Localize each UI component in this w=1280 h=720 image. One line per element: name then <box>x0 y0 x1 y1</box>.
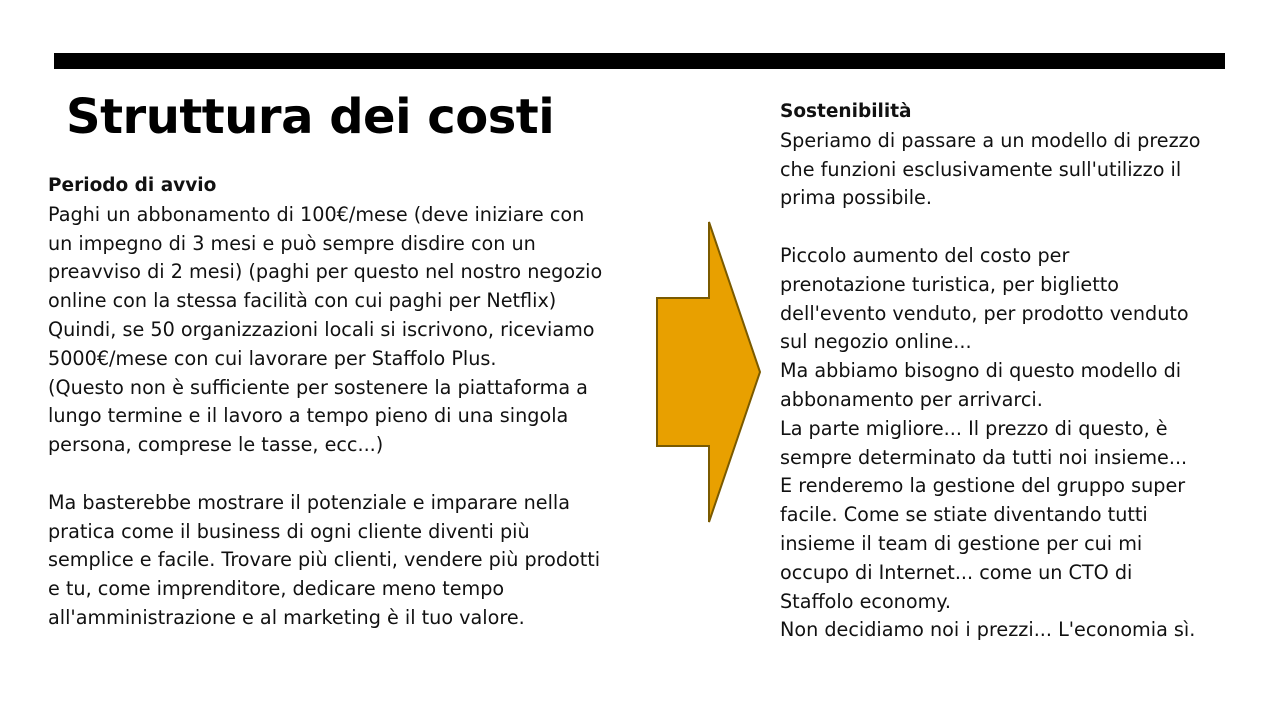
paragraph-spacer <box>780 213 1242 242</box>
sustainability-heading: Sostenibilità <box>780 101 912 122</box>
startup-period-paragraph: Paghi un abbonamento di 100€/mese (deve iniziare con un impegno di 3 mesi e può sempre disdire con un preavviso di 2 mesi) (paghi per questo nel nostro negozio online con la stessa facilità con cui paghi per Netflix) Quindi, se 50 organizzazioni locali si iscrivono, riceviamo 5000€/mese con cui lavorare per Staffolo Plus. (Questo non è sufficiente per sostenere la piattaforma a lungo termine e il lavoro a tempo pieno di una singola persona, comprese le tasse, ecc...) <box>48 202 603 457</box>
arrow-shape <box>657 222 760 522</box>
pricing-model-paragraph: Piccolo aumento del costo per prenotazione turistica, per biglietto dell'evento venduto, per prodotto venduto sul negozio online... Ma abbiamo bisogno di questo modello di abbonamento per arrivarci. La parte migliore... Il prezzo di questo, è sempre determinato da tutti noi insieme... E renderemo la gestione del gruppo super facile. Come se stiate diventando tutti insieme il team di gestione per cui mi occupo di Internet... come un CTO di Staffolo economy. Non decidiamo noi i prezzi... L'economia sì. <box>780 243 1196 642</box>
left-column <box>48 172 653 633</box>
right-arrow-icon <box>656 220 762 524</box>
sustainability-paragraph: Speriamo di passare a un modello di prezzo che funzioni esclusivamente sull'utilizzo il prima possibile. <box>780 128 1201 210</box>
startup-period-heading: Periodo di avvio <box>48 175 217 196</box>
top-divider-bar <box>54 53 1225 69</box>
right-column <box>780 98 1242 645</box>
potential-paragraph: Ma basterebbe mostrare il potenziale e imparare nella pratica come il business di ogni cliente diventi più semplice e facile. Trovare più clienti, vendere più prodotti e tu, come imprenditore, dedicare meno tempo all'amministrazione e al marketing è il tuo valore. <box>48 490 601 629</box>
slide-title: Struttura dei costi <box>66 89 555 145</box>
paragraph-spacer <box>48 460 653 489</box>
